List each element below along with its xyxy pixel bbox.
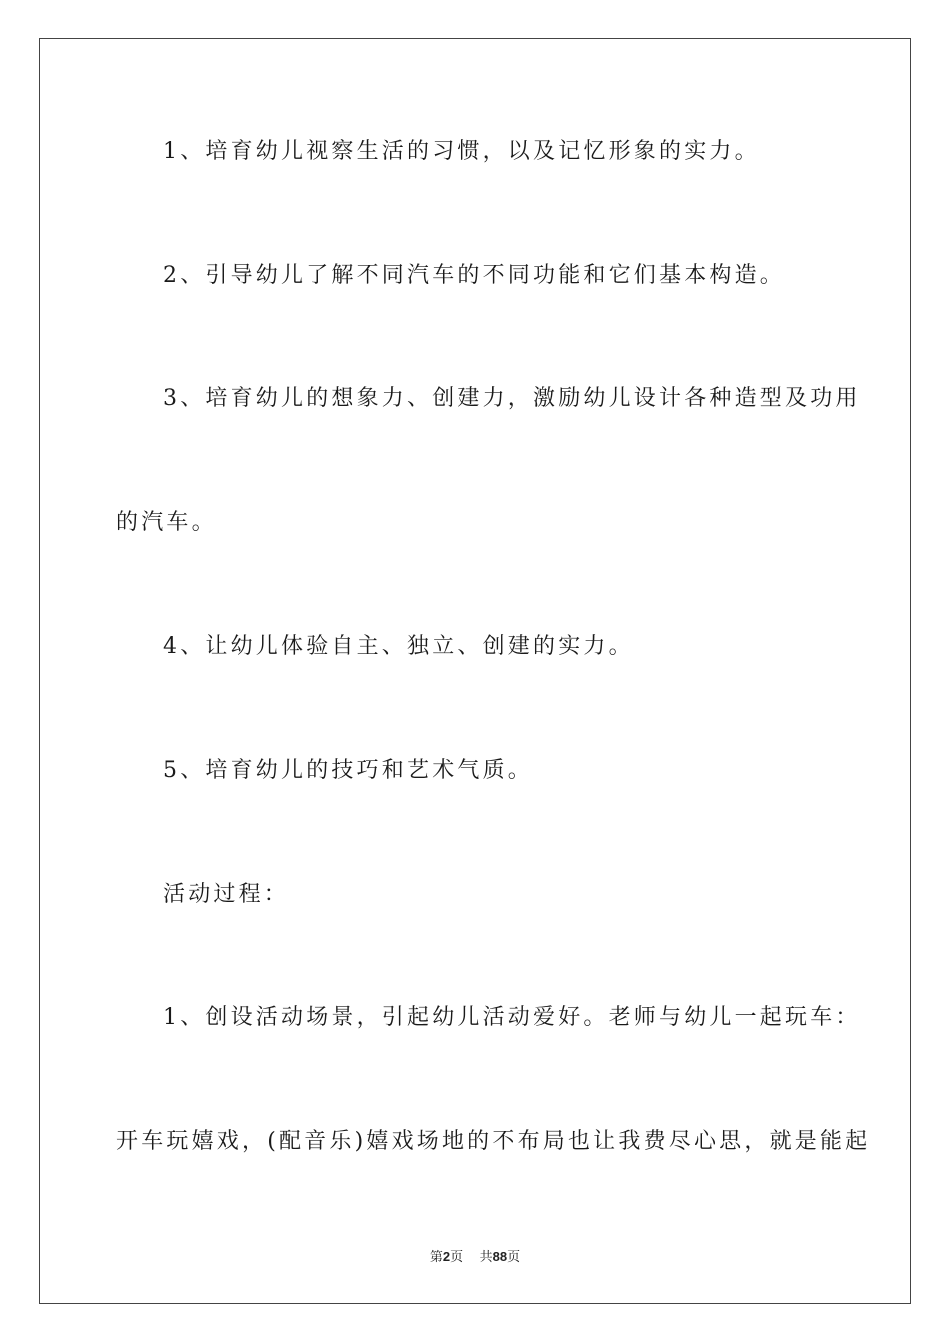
page-border: [39, 38, 911, 1304]
page-suffix: 页: [450, 1250, 464, 1265]
total-suffix: 页: [507, 1250, 521, 1265]
paragraph-line-8: 1、创设活动场景，引起幼儿活动爱好。老师与幼儿一起玩车：: [163, 1005, 861, 1030]
total-pages: 88: [492, 1249, 508, 1264]
page-number: 2: [442, 1249, 451, 1264]
paragraph-line-5: 4、让幼儿体验自主、独立、创建的实力。: [163, 634, 634, 659]
paragraph-line-3: 3、培育幼儿的想象力、创建力，激励幼儿设计各种造型及功用: [163, 386, 861, 411]
total-prefix: 共: [479, 1250, 493, 1265]
paragraph-line-2: 2、引导幼儿了解不同汽车的不同功能和它们基本构造。: [163, 263, 785, 288]
page-footer: [0, 1248, 950, 1267]
paragraph-line-6: 5、培育幼儿的技巧和艺术气质。: [163, 758, 533, 783]
paragraph-line-1: 1、培育幼儿视察生活的习惯，以及记忆形象的实力。: [163, 139, 760, 164]
paragraph-line-4: 的汽车。: [116, 510, 217, 535]
page-prefix: 第: [429, 1250, 443, 1265]
section-heading: 活动过程：: [163, 882, 290, 907]
paragraph-line-9: 开车玩嬉戏，(配音乐)嬉戏场地的不布局也让我费尽心思，就是能起: [116, 1129, 871, 1154]
